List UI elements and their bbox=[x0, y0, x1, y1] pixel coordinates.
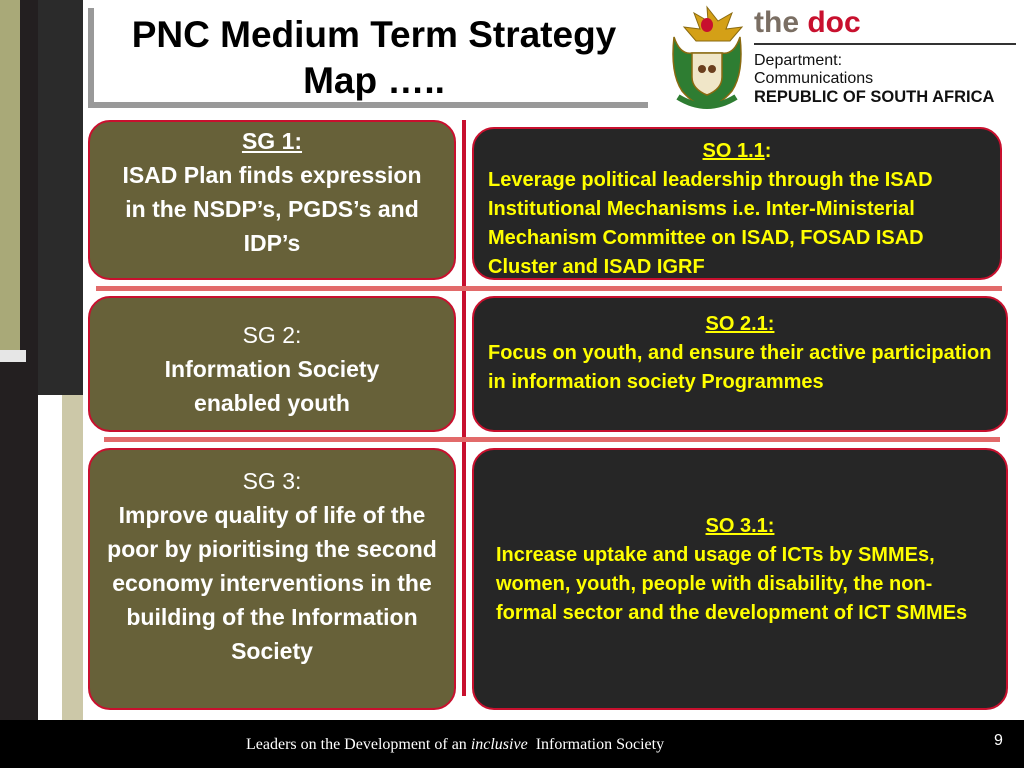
horizontal-divider-2 bbox=[104, 437, 1000, 442]
coat-of-arms-icon bbox=[664, 3, 750, 113]
footer-italic: inclusive bbox=[470, 736, 528, 753]
strategic-goal-3 bbox=[88, 448, 456, 710]
objective-3-1-heading: SO 3.1: bbox=[705, 515, 775, 537]
logo-republic: REPUBLIC OF SOUTH AFRICA bbox=[754, 88, 995, 106]
logo-department: Department: bbox=[754, 52, 843, 69]
goal-2-text: Information Society enabled youth bbox=[164, 356, 380, 416]
title-line-1: PNC Medium Term Strategy bbox=[131, 14, 617, 55]
vertical-divider bbox=[462, 120, 466, 696]
strategic-objective-3-1 bbox=[472, 448, 1008, 710]
footer-tagline bbox=[246, 736, 664, 754]
left-strip-olive bbox=[0, 0, 20, 350]
left-strip-pale bbox=[62, 395, 83, 720]
objective-2-1-text: Focus on youth, and ensure their active participation in information society Programmes bbox=[488, 342, 992, 393]
horizontal-divider-1 bbox=[96, 286, 1002, 291]
goal-3-text: Improve quality of life of the poor by pioritising the second economy interventions in the building of the Information Society bbox=[107, 502, 437, 664]
footer-suffix: Information Society bbox=[527, 736, 665, 753]
strategic-goal-1 bbox=[88, 120, 456, 280]
footer-prefix: Leaders on the Development of an bbox=[246, 736, 471, 753]
logo-wordmark bbox=[754, 6, 861, 40]
goal-1-text: ISAD Plan finds expression in the NSDP’s, PGDS’s and IDP’s bbox=[122, 162, 422, 256]
objective-2-1-heading: SO 2.1: bbox=[705, 313, 775, 335]
logo-communications: Communications bbox=[754, 70, 874, 87]
objective-1-1-heading bbox=[488, 137, 986, 166]
left-strip-white bbox=[0, 350, 26, 362]
objective-3-1-text: Increase uptake and usage of ICTs by SMMEs, women, youth, people with disability, the non-formal sector and the development of ICT SMMEs bbox=[496, 544, 968, 624]
department-logo bbox=[662, 0, 1024, 115]
logo-doc: doc bbox=[807, 6, 861, 39]
left-strip-panel bbox=[38, 0, 83, 395]
page-title bbox=[100, 12, 648, 104]
objective-1-1-heading-suffix: : bbox=[764, 140, 772, 162]
strategic-objective-2-1 bbox=[472, 296, 1008, 432]
page-number: 9 bbox=[994, 732, 1003, 749]
footer-bar bbox=[0, 720, 1024, 768]
objective-1-1-heading-label: SO 1.1 bbox=[702, 140, 765, 162]
logo-divider bbox=[754, 43, 1016, 45]
goal-2-heading: SG 2: bbox=[242, 322, 302, 348]
objective-1-1-text: Leverage political leadership through the ISAD Institutional Mechanisms i.e. Inter-Ministerial Mechanism Committee on ISAD, FOSAD ISAD Cluster and ISAD IGRF bbox=[488, 169, 933, 278]
strategic-objective-1-1 bbox=[472, 127, 1002, 280]
logo-the: the bbox=[754, 6, 799, 39]
title-line-2: Map ….. bbox=[303, 60, 445, 101]
strategic-goal-2 bbox=[88, 296, 456, 432]
goal-3-heading: SG 3: bbox=[242, 468, 302, 494]
goal-1-heading: SG 1: bbox=[241, 128, 303, 154]
